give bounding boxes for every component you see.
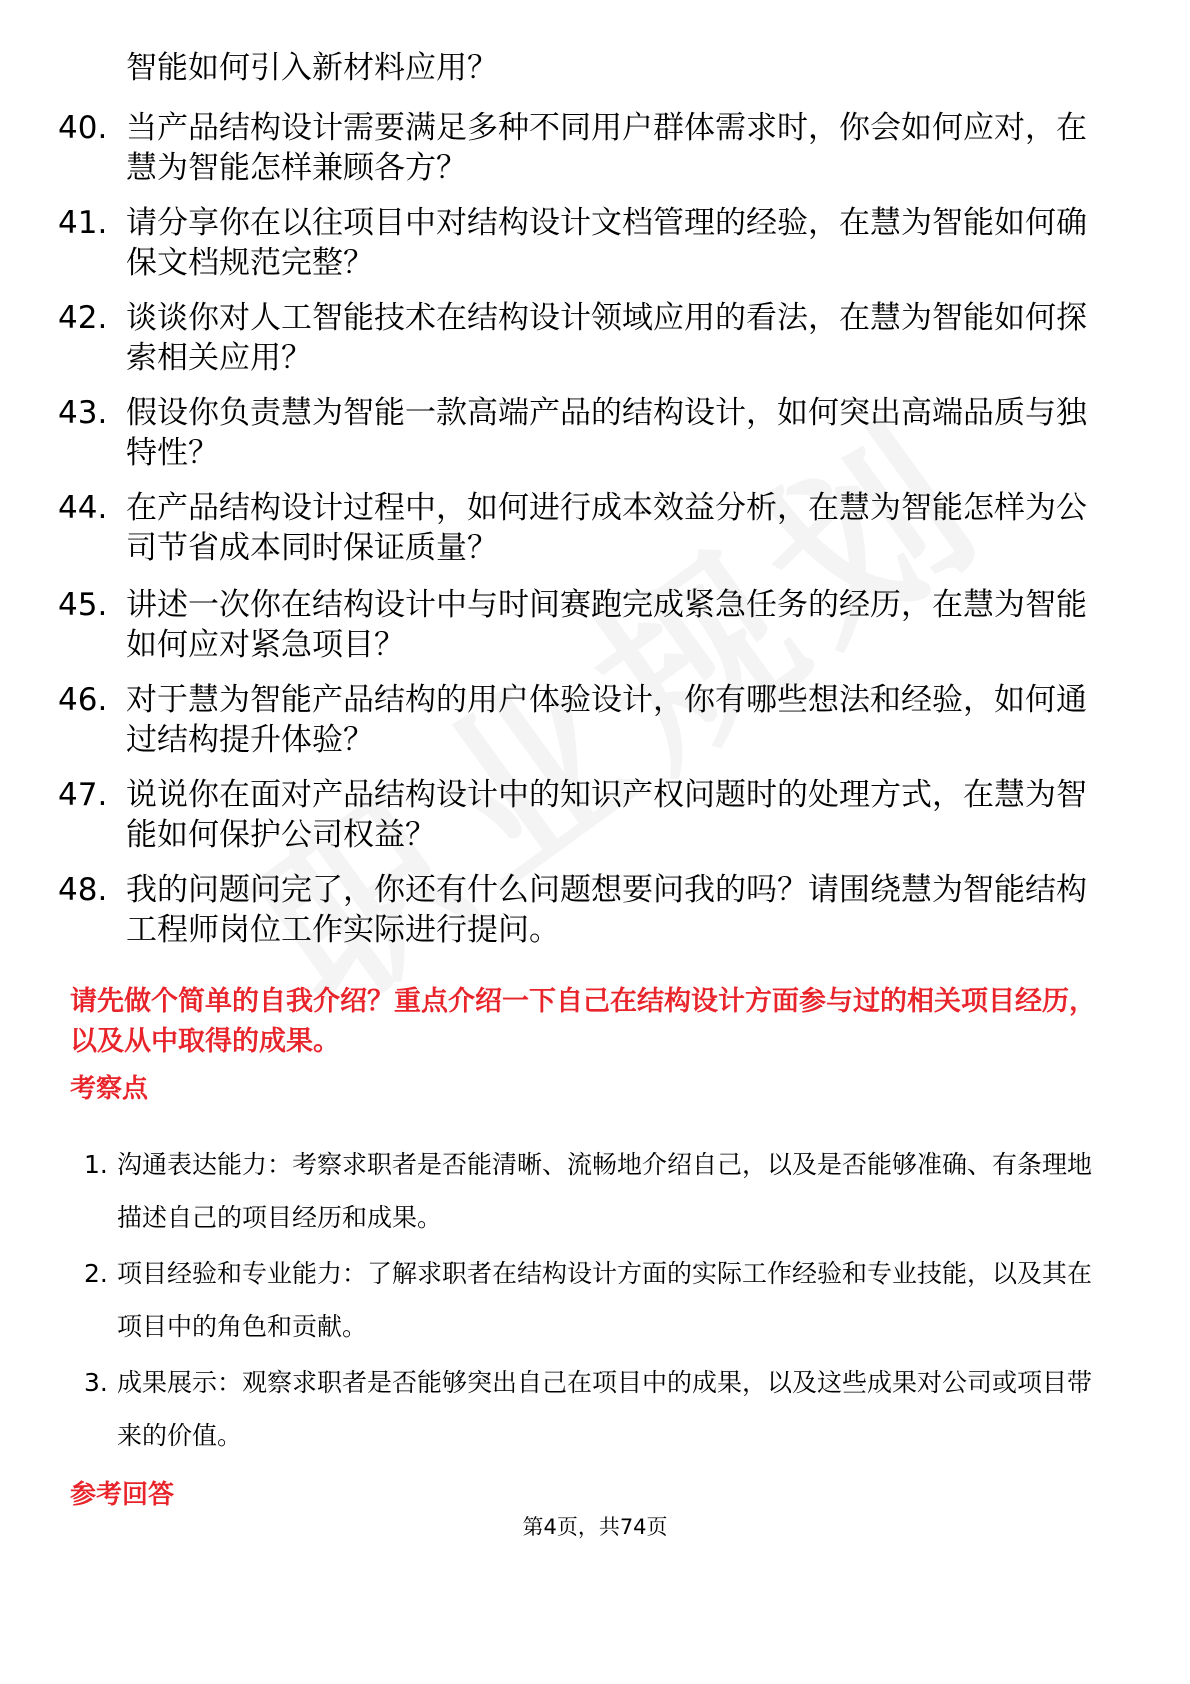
question-number: 45. [58,587,108,623]
question-number: 48. [58,872,108,908]
question-number: 43. [58,395,108,431]
question-number: 47. [58,777,108,813]
question-item [58,488,1108,568]
assessment-point [84,1356,1104,1462]
question-item [58,775,1108,855]
question-text: 对于慧为智能产品结构的用户体验设计，你有哪些想法和经验，如何通过结构提升体验？ [126,682,1087,758]
continued-question-line: 智能如何引入新材料应用？ [126,50,498,86]
question-item [58,298,1108,378]
question-text: 在产品结构设计过程中，如何进行成本效益分析，在慧为智能怎样为公司节省成本同时保证质量？ [126,490,1087,566]
question-number: 44. [58,490,108,526]
page-footer: 第4页，共74页 [522,1515,668,1539]
question-item [58,393,1108,473]
assessment-point [84,1247,1104,1353]
question-text: 假设你负责慧为智能一款高端产品的结构设计，如何突出高端品质与独特性？ [126,395,1087,471]
question-number: 41. [58,205,108,241]
question-item [58,108,1108,188]
question-text: 当产品结构设计需要满足多种不同用户群体需求时，你会如何应对，在慧为智能怎样兼顾各方？ [126,110,1087,186]
point-number: 2. [84,1259,108,1288]
question-text: 讲述一次你在结构设计中与时间赛跑完成紧急任务的经历，在慧为智能如何应对紧急项目？ [126,587,1087,663]
question-item [58,203,1108,283]
point-number: 3. [84,1368,108,1397]
point-text: 项目经验和专业能力：了解求职者在结构设计方面的实际工作经验和专业技能，以及其在项目中的角色和贡献。 [117,1259,1093,1341]
question-item [58,585,1108,665]
question-number: 42. [58,300,108,336]
question-text: 请分享你在以往项目中对结构设计文档管理的经验，在慧为智能如何确保文档规范完整？ [126,205,1087,281]
point-number: 1. [84,1150,108,1179]
assessment-point [84,1138,1104,1244]
point-text: 成果展示：观察求职者是否能够突出自己在项目中的成果，以及这些成果对公司或项目带来的价值。 [117,1368,1093,1450]
assessment-heading: 考察点 [70,1074,149,1104]
question-text: 说说你在面对产品结构设计中的知识产权问题时的处理方式，在慧为智能如何保护公司权益？ [126,777,1087,853]
point-text: 沟通表达能力：考察求职者是否能清晰、流畅地介绍自己，以及是否能够准确、有条理地描述自己的项目经历和成果。 [117,1150,1093,1232]
question-text: 我的问题问完了，你还有什么问题想要问我的吗？请围绕慧为智能结构工程师岗位工作实际进行提问。 [126,872,1087,948]
reference-answer-heading: 参考回答 [70,1480,175,1510]
question-number: 46. [58,682,108,718]
question-item [58,870,1108,950]
highlight-question: 请先做个简单的自我介绍？重点介绍一下自己在结构设计方面参与过的相关项目经历，以及从中取得的成果。 [70,986,1096,1057]
question-text: 谈谈你对人工智能技术在结构设计领域应用的看法，在慧为智能如何探索相关应用？ [126,300,1087,376]
question-number: 40. [58,110,108,146]
question-item [58,680,1108,760]
